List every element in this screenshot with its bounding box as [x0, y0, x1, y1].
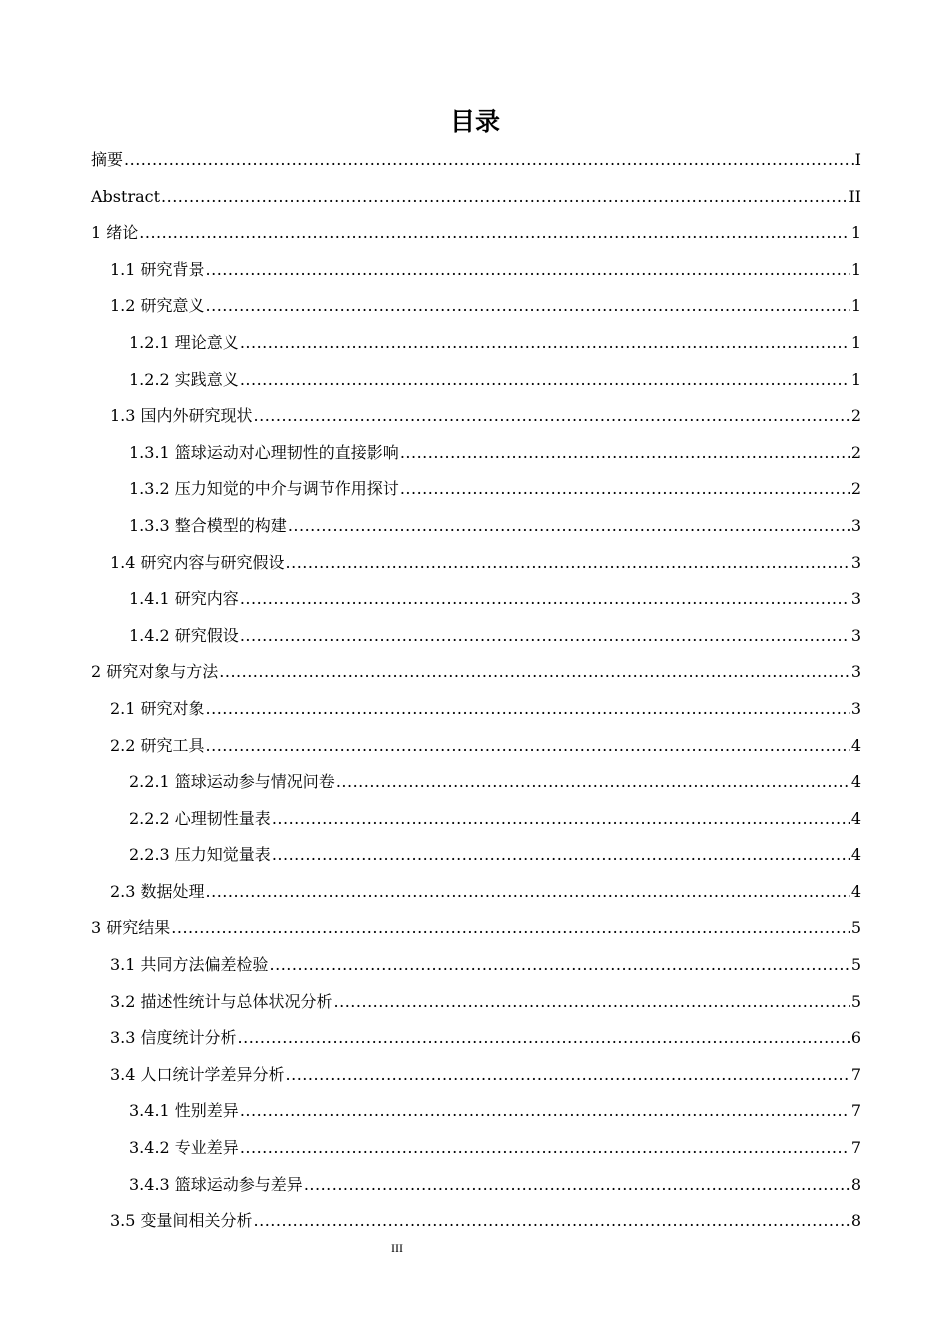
toc-entry-label: 3.4.1 性别差异 [129, 1101, 239, 1121]
toc-dot-leader [139, 219, 850, 247]
toc-entry[interactable] [91, 366, 861, 403]
toc-entry[interactable] [91, 292, 861, 329]
toc-entry-label: 1.4.2 研究假设 [129, 625, 239, 645]
toc-entry-label: 3.3 信度统计分析 [110, 1028, 237, 1048]
toc-entry-label: 3.2 描述性统计与总体状况分析 [110, 991, 333, 1011]
toc-entry[interactable] [91, 658, 861, 695]
toc-entry[interactable] [91, 183, 861, 220]
toc-entry[interactable] [91, 219, 861, 256]
toc-dot-leader [206, 292, 850, 320]
toc-entry-page: 1 [850, 223, 861, 243]
toc-entry-page: 4 [850, 845, 861, 865]
toc-dot-leader [270, 951, 850, 979]
toc-dot-leader [240, 585, 850, 613]
toc-dot-leader [240, 366, 850, 394]
toc-entry-page: 6 [850, 1028, 861, 1048]
toc-entry-label: 1.3 国内外研究现状 [110, 406, 253, 426]
toc-dot-leader [288, 512, 850, 540]
toc-list [91, 146, 861, 1244]
toc-entry-label: 2.3 数据处理 [110, 881, 205, 901]
toc-dot-leader [219, 658, 850, 686]
toc-entry-label: 摘要 [91, 150, 124, 169]
toc-dot-leader [304, 1171, 850, 1199]
toc-entry-label: 1.4 研究内容与研究假设 [110, 552, 285, 572]
toc-dot-leader [238, 1024, 850, 1052]
toc-entry[interactable] [91, 1134, 861, 1171]
toc-entry[interactable] [91, 878, 861, 915]
toc-entry[interactable] [91, 1061, 861, 1098]
toc-dot-leader [206, 256, 850, 284]
toc-entry-page: 1 [850, 259, 861, 279]
toc-dot-leader [240, 1097, 850, 1125]
toc-entry[interactable] [91, 914, 861, 951]
toc-entry-label: 1.3.1 篮球运动对心理韧性的直接影响 [129, 442, 399, 462]
toc-entry-label: 1 绪论 [91, 223, 139, 243]
toc-dot-leader [161, 183, 847, 211]
toc-entry-page: 4 [850, 808, 861, 828]
toc-dot-leader [240, 622, 850, 650]
toc-entry[interactable] [91, 622, 861, 659]
toc-entry-page: 7 [850, 1138, 861, 1158]
toc-dot-leader [286, 1061, 850, 1089]
toc-entry-label: 2.2 研究工具 [110, 735, 205, 755]
toc-entry-page: 3 [850, 698, 861, 718]
toc-dot-leader [171, 914, 850, 942]
toc-entry-label: 1.4.1 研究内容 [129, 589, 239, 609]
toc-dot-leader [336, 768, 850, 796]
toc-entry-page: 1 [850, 332, 861, 352]
toc-dot-leader [206, 695, 850, 723]
toc-entry[interactable] [91, 988, 861, 1025]
toc-entry-label: 2.2.3 压力知觉量表 [129, 845, 271, 865]
toc-entry-page: 4 [850, 772, 861, 792]
toc-dot-leader [334, 988, 850, 1016]
toc-entry-label: 3.4.2 专业差异 [129, 1138, 239, 1158]
toc-dot-leader [240, 329, 850, 357]
toc-dot-leader [272, 841, 850, 869]
toc-dot-leader [400, 475, 850, 503]
toc-entry-label: 2 研究对象与方法 [91, 662, 219, 682]
toc-entry[interactable] [91, 732, 861, 769]
toc-entry[interactable] [91, 1171, 861, 1208]
toc-entry[interactable] [91, 146, 861, 183]
toc-entry-page: 8 [850, 1174, 861, 1194]
toc-entry-page: 5 [850, 918, 861, 938]
toc-title: 目录 [449, 107, 500, 136]
toc-entry[interactable] [91, 585, 861, 622]
toc-entry[interactable] [91, 256, 861, 293]
toc-entry[interactable] [91, 695, 861, 732]
toc-entry-label: 1.2.1 理论意义 [129, 332, 239, 352]
toc-entry[interactable] [91, 805, 861, 842]
toc-entry-page: 8 [850, 1211, 861, 1231]
toc-entry-page: 5 [850, 991, 861, 1011]
toc-entry-label: 3 研究结果 [91, 918, 171, 938]
toc-entry-page: 3 [850, 625, 861, 645]
toc-entry-label: Abstract [91, 186, 161, 206]
toc-entry-page: 2 [850, 479, 861, 499]
toc-entry-page: II [848, 186, 861, 206]
toc-entry-page: I [854, 150, 861, 169]
toc-entry[interactable] [91, 768, 861, 805]
toc-entry[interactable] [91, 329, 861, 366]
toc-entry[interactable] [91, 1024, 861, 1061]
toc-entry-label: 2.2.2 心理韧性量表 [129, 808, 271, 828]
toc-entry-label: 1.3.2 压力知觉的中介与调节作用探讨 [129, 479, 399, 499]
toc-entry-page: 2 [850, 442, 861, 462]
toc-entry-page: 1 [850, 296, 861, 316]
toc-entry[interactable] [91, 512, 861, 549]
toc-entry-label: 3.4.3 篮球运动参与差异 [129, 1174, 303, 1194]
toc-entry-page: 7 [850, 1064, 861, 1084]
toc-entry-label: 1.3.3 整合模型的构建 [129, 515, 287, 535]
toc-entry[interactable] [91, 439, 861, 476]
toc-entry[interactable] [91, 402, 861, 439]
toc-entry-label: 2.2.1 篮球运动参与情况问卷 [129, 772, 335, 792]
toc-entry[interactable] [91, 1207, 861, 1244]
toc-dot-leader [272, 805, 850, 833]
toc-entry-label: 3.1 共同方法偏差检验 [110, 955, 269, 975]
toc-entry[interactable] [91, 549, 861, 586]
toc-entry-page: 2 [850, 406, 861, 426]
toc-entry-page: 5 [850, 955, 861, 975]
toc-entry-page: 3 [850, 552, 861, 572]
toc-dot-leader [400, 439, 850, 467]
toc-dot-leader [240, 1134, 850, 1162]
toc-dot-leader [254, 402, 850, 430]
toc-dot-leader [206, 878, 850, 906]
toc-entry-label: 2.1 研究对象 [110, 698, 205, 718]
toc-dot-leader [286, 549, 850, 577]
toc-entry-page: 4 [850, 735, 861, 755]
toc-entry-label: 3.4 人口统计学差异分析 [110, 1064, 285, 1084]
toc-entry-page: 3 [850, 662, 861, 682]
toc-entry-page: 3 [850, 589, 861, 609]
toc-entry-label: 1.2 研究意义 [110, 296, 205, 316]
toc-entry-label: 1.2.2 实践意义 [129, 369, 239, 389]
toc-entry-page: 7 [850, 1101, 861, 1121]
toc-entry[interactable] [91, 841, 861, 878]
toc-entry[interactable] [91, 1097, 861, 1134]
toc-dot-leader [254, 1207, 850, 1235]
toc-entry[interactable] [91, 951, 861, 988]
toc-entry[interactable] [91, 475, 861, 512]
toc-entry-page: 1 [850, 369, 861, 389]
page-number: III [391, 1241, 403, 1255]
toc-entry-page: 3 [850, 515, 861, 535]
toc-entry-page: 4 [850, 881, 861, 901]
toc-dot-leader [206, 732, 850, 760]
toc-entry-label: 3.5 变量间相关分析 [110, 1211, 253, 1231]
toc-dot-leader [124, 146, 854, 174]
toc-entry-label: 1.1 研究背景 [110, 259, 205, 279]
